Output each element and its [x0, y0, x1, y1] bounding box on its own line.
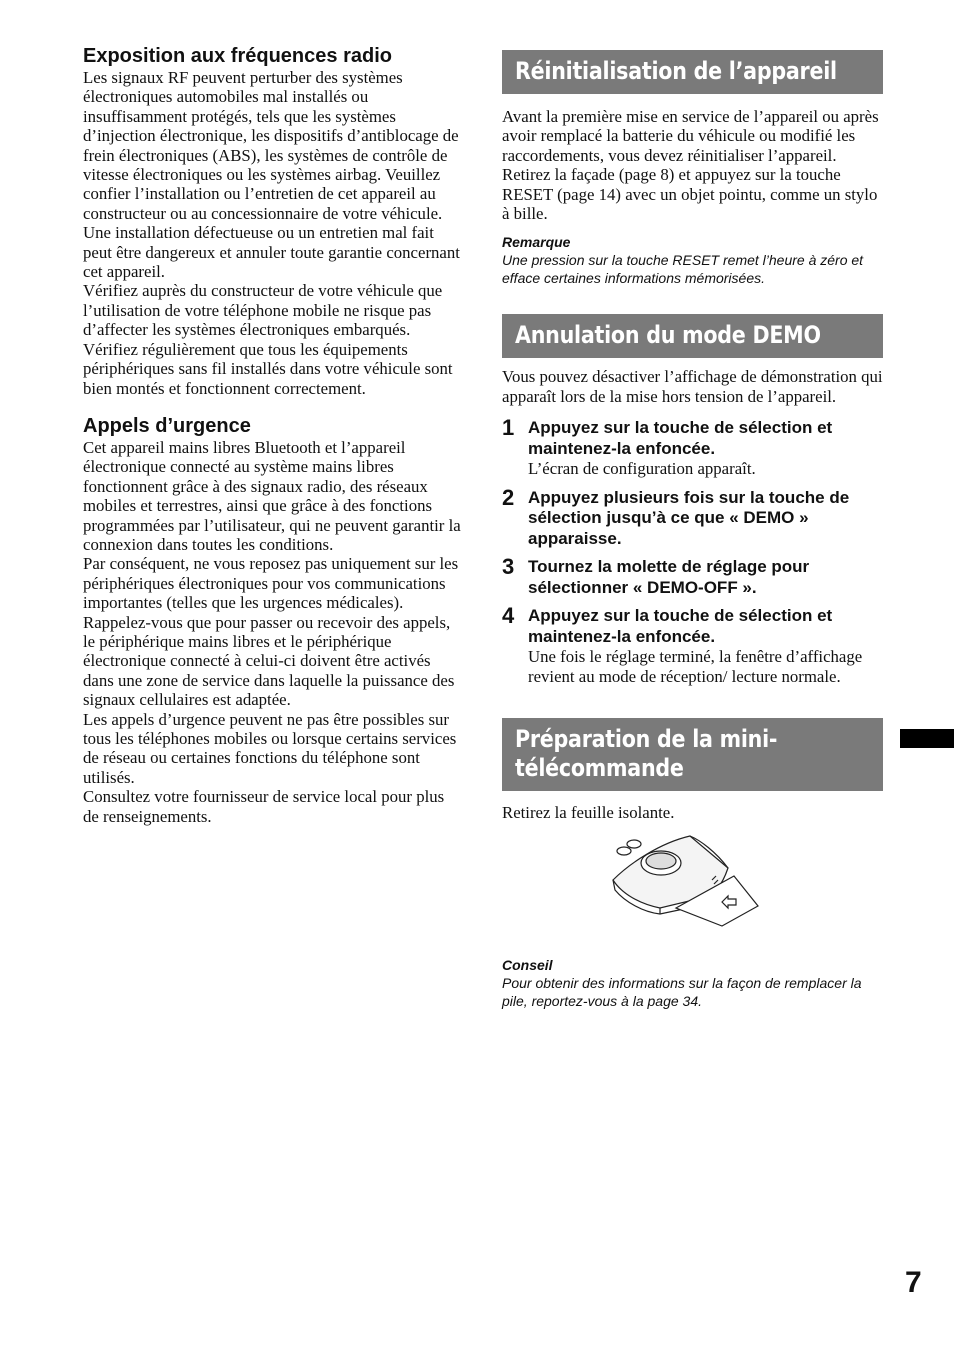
- remote-illustration: [502, 834, 883, 946]
- step-title: Tournez la molette de réglage pour sélectionner « DEMO-OFF ».: [528, 557, 810, 597]
- rf-exposure-body: [83, 68, 463, 398]
- section-tab-marker: [900, 729, 954, 748]
- rf-paragraph-3: Vérifiez régulièrement que tous les équipements périphériques sans fil installés dans votre véhicule sont bien montés et fonctionnent correctement.: [83, 339, 453, 398]
- emergency-paragraph-2: Par conséquent, ne vous reposez pas uniquement sur les périphériques électroniques pour vos communications importantes (telles que les urgences médicales).: [83, 554, 459, 613]
- step-title: Appuyez sur la touche de sélection et maintenez-la enfoncée.: [528, 606, 833, 646]
- step-4: [502, 603, 883, 686]
- rf-paragraph-2: Vérifiez auprès du constructeur de votre véhicule que l’utilisation de votre téléphone mobile ne risque pas d’affecter les systèmes électroniques embarqués.: [83, 281, 443, 340]
- step-1: [502, 415, 883, 479]
- step-number: 4: [502, 603, 515, 629]
- tip-text: Pour obtenir des informations sur la façon de remplacer la pile, reportez-vous à la page 34.: [502, 975, 862, 1010]
- rf-exposure-heading: Exposition aux fréquences radio: [83, 45, 392, 67]
- left-column: [83, 44, 463, 826]
- step-3: [502, 554, 883, 598]
- emergency-paragraph-1: Cet appareil mains libres Bluetooth et l’appareil électronique connecté au système mains libres fonctionnent grâce à des signaux radio, des réseaux mobiles et terrestres, ainsi que grâce à des fonctions programmées par l’utilisateur, qui ne peuvent garantir la connexion dans toutes les conditions.: [83, 437, 461, 554]
- rf-paragraph-1: Les signaux RF peuvent perturber des systèmes électroniques automobiles mal installés ou insuffisamment protégés, tels que les systèmes d’injection électronique, les dispositifs d’antiblocage de frein électroniques (ABS), les systèmes de contrôle de vitesse électroniques ou les systèmes airbag. Veuillez confier l’installation ou l’entretien de cet appareil au constructeur ou au concessionnaire de votre véhicule. Une installation défectueuse ou un entretien mal fait peut être dangereux et annuler toute garantie concernant cet appareil.: [83, 68, 460, 282]
- step-detail: Une fois le réglage terminé, la fenêtre d’affichage revient au mode de réception/ lecture normale.: [528, 647, 863, 686]
- step-number: 3: [502, 554, 515, 580]
- step-2: [502, 484, 883, 550]
- reset-paragraph-1: Avant la première mise en service de l’appareil ou après avoir remplacé la batterie du véhicule ou modifié les raccordements, vous devez réinitialiser l’appareil.: [502, 107, 879, 165]
- step-title: Appuyez sur la touche de sélection et maintenez-la enfoncée.: [528, 418, 833, 458]
- remote-text: Retirez la feuille isolante.: [502, 802, 675, 822]
- step-title: Appuyez plusieurs fois sur la touche de sélection jusqu’à ce que « DEMO » apparaisse.: [528, 487, 850, 548]
- demo-intro: Vous pouvez désactiver l’affichage de démonstration qui apparaît lors de la mise hors tension de l’appareil.: [502, 367, 883, 406]
- emergency-calls-body: [83, 438, 463, 826]
- note-title: Remarque: [502, 234, 571, 251]
- emergency-calls-heading: Appels d’urgence: [83, 414, 251, 437]
- reset-body: [502, 107, 883, 223]
- step-number: 1: [502, 415, 515, 441]
- reset-section-heading: Réinitialisation de l’appareil: [502, 50, 883, 94]
- tip-title: Conseil: [502, 957, 553, 974]
- step-number: 2: [502, 484, 515, 510]
- note-text: Une pression sur la touche RESET remet l’heure à zéro et efface certaines informations mémorisées.: [502, 252, 864, 287]
- demo-section-heading: Annulation du mode DEMO: [502, 314, 883, 358]
- remote-section-heading: Préparation de la mini- télécommande: [502, 718, 883, 791]
- step-detail: L’écran de configuration apparaît.: [528, 459, 756, 479]
- emergency-paragraph-4: Les appels d’urgence peuvent ne pas être possibles sur tous les téléphones mobiles ou lorsque certains services de réseau ou certaines fonctions du téléphone sont utilisés.: [83, 709, 457, 787]
- page-number: 7: [905, 1266, 922, 1299]
- reset-paragraph-2: Retirez la façade (page 8) et appuyez sur la touche RESET (page 14) avec un objet pointu, comme un stylo à bille.: [502, 165, 878, 224]
- right-column: [502, 50, 883, 1010]
- emergency-paragraph-3: Rappelez-vous que pour passer ou recevoir des appels, le périphérique mains libres et le périphérique électronique connecté à celui-ci doivent être activés dans une zone de service dans laquelle la puissance des signaux cellulaires est adaptée.: [83, 612, 455, 710]
- emergency-paragraph-5: Consultez votre fournisseur de service local pour plus de renseignements.: [83, 787, 445, 826]
